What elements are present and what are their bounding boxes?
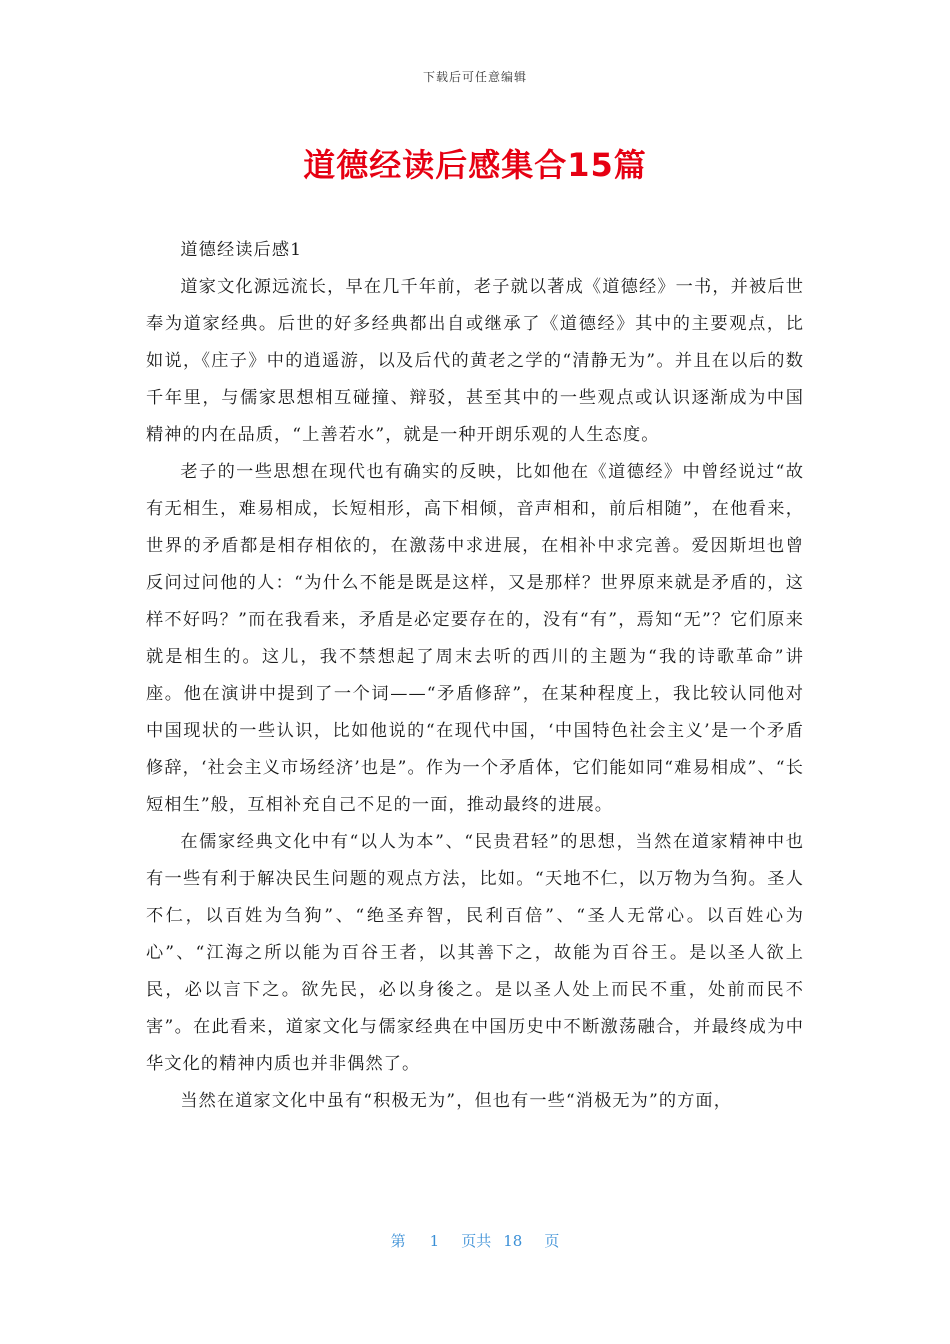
page-footer <box>0 1230 950 1251</box>
paragraph: 道家文化源远流长，早在几千年前，老子就以著成《道德经》一书，并被后世奉为道家经典。后世的好多经典都出自或继承了《道德经》其中的主要观点，比如说，《庄子》中的逍遥游，以及后代的黄老之学的“清静无为”。并且在以后的数千年里，与儒家思想相互碰撞、辩驳，甚至其中的一些观点或认识逐渐成为中国精神的内在品质，“上善若水”，就是一种开朗乐观的人生态度。 <box>146 277 804 445</box>
current-page-number: 1 <box>429 1232 440 1250</box>
page-label-prefix: 第 <box>390 1232 406 1250</box>
page-label-suffix: 页 <box>544 1232 560 1250</box>
document-title: 道德经读后感集合15篇 <box>303 146 647 184</box>
paragraph: 老子的一些思想在现代也有确实的反映，比如他在《道德经》中曾经说过“故有无相生，难易相成，长短相形，高下相倾，音声相和，前后相随”，在他看来，世界的矛盾都是相存相依的，在激荡中求进展，在相补中求完善。爱因斯坦也曾反问过问他的人：“为什么不能是既是这样，又是那样？世界原来就是矛盾的，这样不好吗？”而在我看来，矛盾是必定要存在的，没有“有”，焉知“无”？它们原来就是相生的。这儿，我不禁想起了周末去听的西川的主题为“我的诗歌革命”讲座。他在演讲中提到了一个词——“矛盾修辞”，在某种程度上，我比较认同他对中国现状的一些认识，比如他说的“在现代中国，‘中国特色社会主义’是一个矛盾修辞，‘社会主义市场经济’也是”。作为一个矛盾体，它们能如同“难易相成”、“长短相生”般，互相补充自己不足的一面，推动最终的进展。 <box>146 462 804 815</box>
total-page-number: 18 <box>503 1232 523 1250</box>
section-heading: 道德经读后感1 <box>180 240 303 260</box>
document-body <box>146 232 804 1120</box>
paragraph: 在儒家经典文化中有“以人为本”、“民贵君轻”的思想，当然在道家精神中也有一些有利于解决民生问题的观点方法，比如。“天地不仁，以万物为刍狗。圣人不仁，以百姓为刍狗”、“绝圣弃智，民利百倍”、“圣人无常心。以百姓心为心”、“江海之所以能为百谷王者，以其善下之，故能为百谷王。是以圣人欲上民，必以言下之。欲先民，必以身後之。是以圣人处上而民不重，处前而民不害”。在此看来，道家文化与儒家经典在中国历史中不断激荡融合，并最终成为中华文化的精神内质也并非偶然了。 <box>146 832 804 1074</box>
paragraph: 当然在道家文化中虽有“积极无为”，但也有一些“消极无为”的方面， <box>180 1091 732 1111</box>
page-label-middle: 页共 <box>461 1232 492 1250</box>
header-note: 下载后可任意编辑 <box>422 70 527 84</box>
